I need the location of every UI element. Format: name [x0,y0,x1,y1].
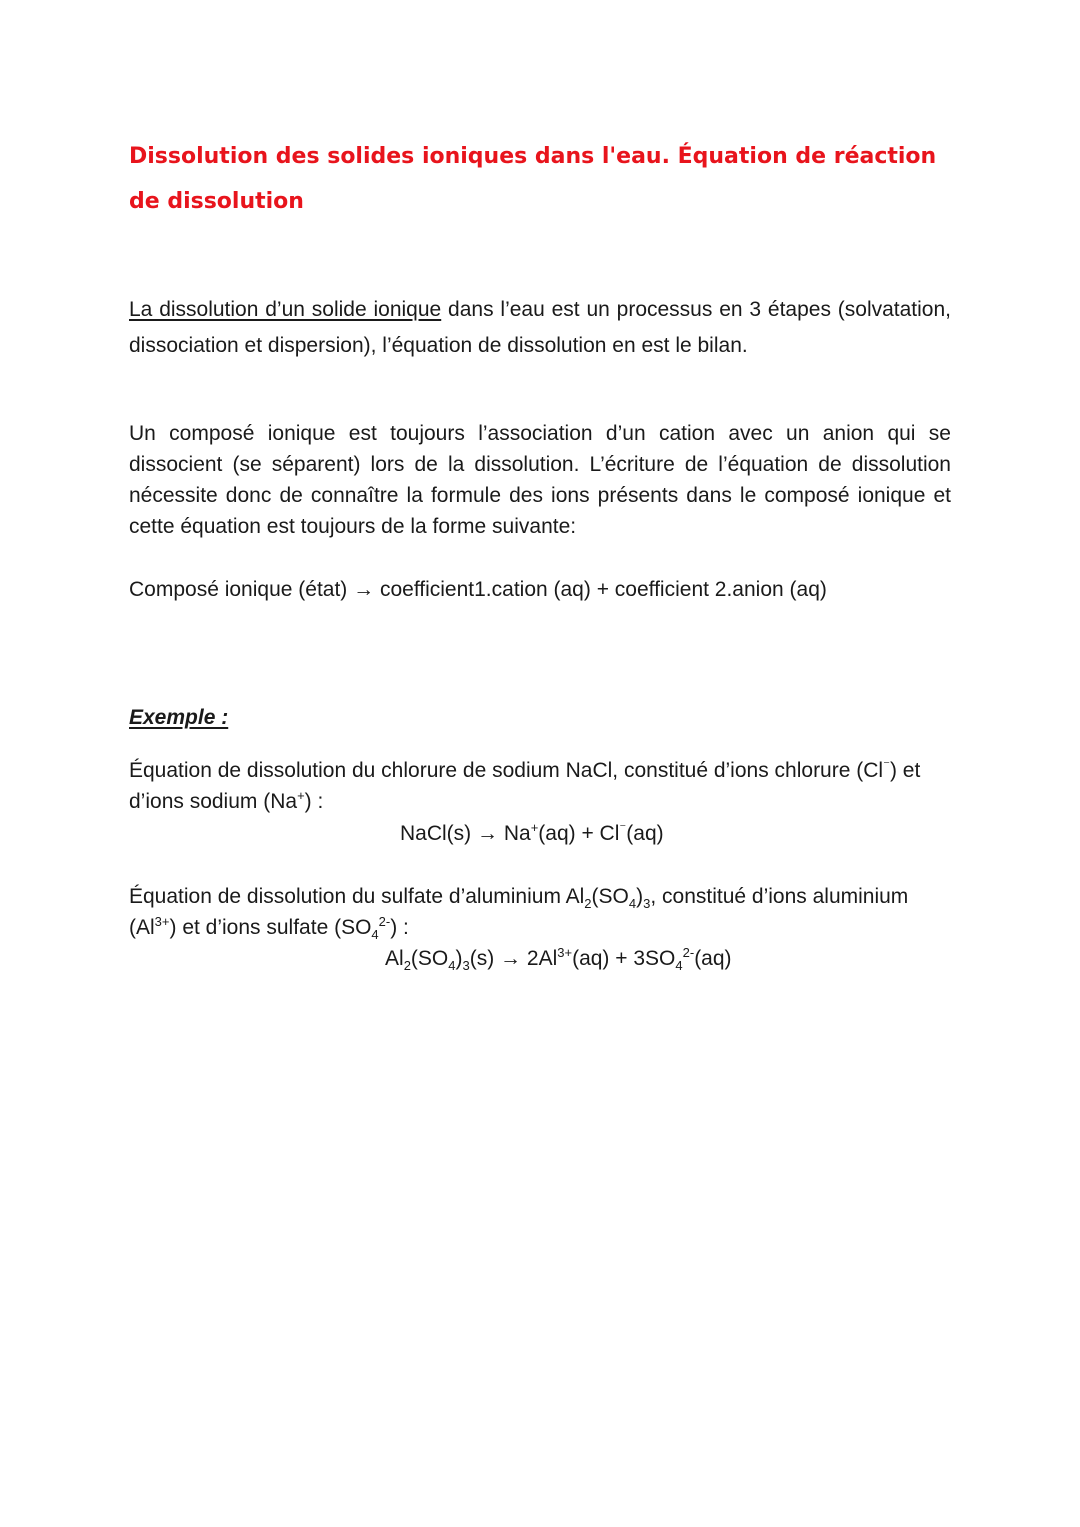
example-heading: Exemple : [129,706,229,729]
subscript: 4 [628,896,637,912]
example-sulfate-description [129,881,951,943]
text-fragment: ) et d’ions sodium (Na [129,759,921,813]
text-fragment: ) : [304,790,324,813]
subscript: 3 [643,896,651,912]
text-fragment: Équation de dissolution du sulfate d’aluminium Al [129,885,585,908]
text-fragment: , constitué d’ions aluminium (Al [129,885,909,939]
text-fragment: (s) → 2Al [469,947,558,970]
charge-superscript: ⁻ [883,757,890,772]
text-fragment: ) [636,885,644,908]
charge-superscript: 2- [682,945,695,960]
text-fragment: (SO [410,947,449,970]
charge-superscript: + [297,788,305,803]
text-fragment: (aq) [694,947,732,970]
example-nacl-description [129,755,951,817]
charge-superscript: 3+ [154,914,170,929]
charge-superscript: ⁻ [619,820,627,835]
paragraph-ionic-compound: Un composé ionique est toujours l’association d’un cation avec un anion qui se dissocient (se séparent) lors de la dissolution. L’écriture de l’équation de dissolution nécessite donc de connaître la formule des ions présents dans le composé ionique et cette équation est toujours de la forme suivante: [129,422,951,538]
general-formula: Composé ionique (état) → coefficient1.cation (aq) + coefficient 2.anion (aq) [129,578,827,601]
text-fragment: Al [385,947,404,970]
equation-nacl [400,818,664,850]
subscript: 4 [371,927,379,943]
equation-aluminium-sulfate [385,943,732,975]
charge-superscript: 2- [378,914,391,929]
charge-superscript: + [530,820,539,835]
subscript: 3 [462,958,470,974]
text-fragment: (aq) [626,822,664,845]
text-fragment: ) et d’ions sulfate (SO [169,916,372,939]
text-fragment: (SO [591,885,629,908]
text-fragment: ) : [390,916,409,939]
text-fragment: (aq) + Cl [538,822,620,845]
page-title: Dissolution des solides ioniques dans l'eau. Équation de réaction de dissolution [129,144,937,214]
subscript: 4 [448,958,456,974]
text-fragment: ) [455,947,463,970]
subscript: 2 [584,896,592,912]
subscript: 2 [403,958,411,974]
subscript: 4 [675,958,683,974]
charge-superscript: 3+ [557,945,573,960]
text-fragment: (aq) + 3SO [572,947,676,970]
underlined-term: La dissolution d’un solide ionique [129,298,442,321]
paragraph-intro-rest: dans l’eau est un processus en 3 étapes (solvatation, dissociation et dispersion), l’équation de dissolution en est le bilan. [129,298,951,357]
paragraph-intro [129,292,951,363]
text-fragment: NaCl(s) → Na [400,822,531,845]
text-fragment: Équation de dissolution du chlorure de sodium NaCl, constitué d’ions chlorure (Cl [129,759,884,782]
